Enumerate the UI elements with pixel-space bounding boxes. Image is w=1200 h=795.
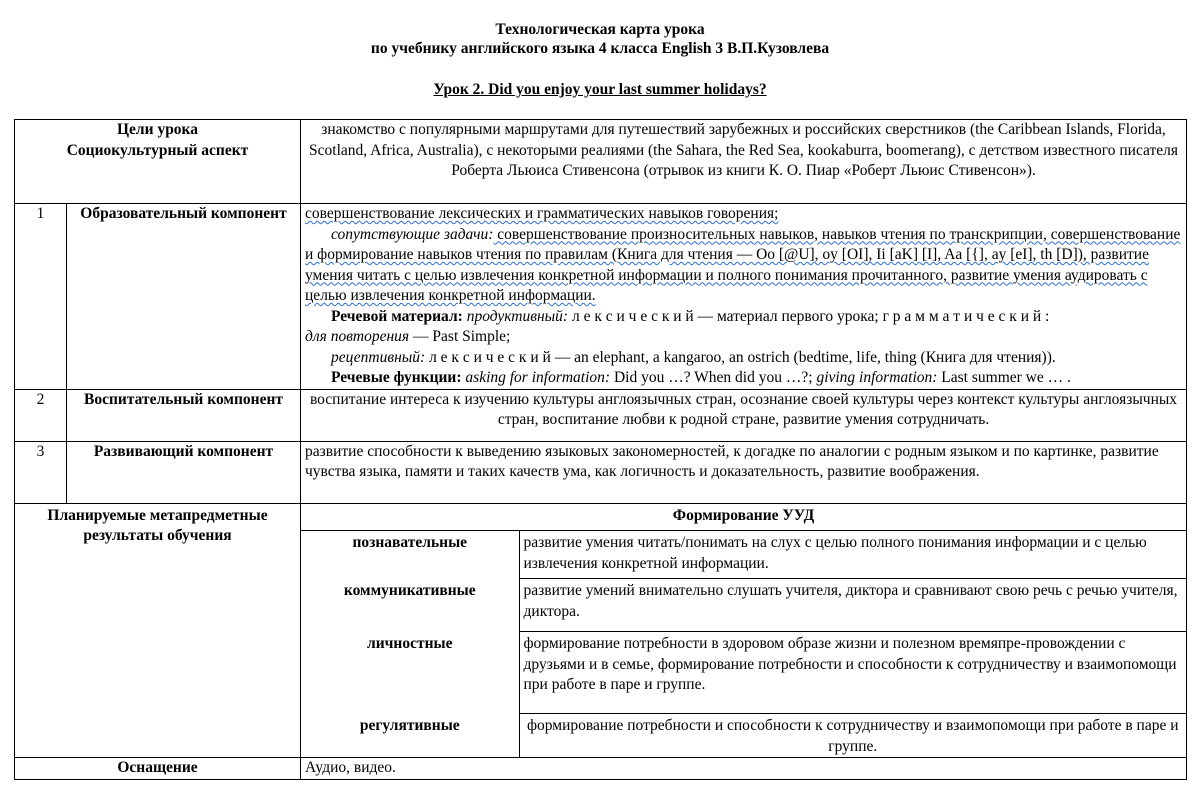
receptive-lexical-word: л е к с и ч е с к и й (429, 348, 551, 366)
speech-functions-label: Речевые функции: (331, 369, 462, 386)
lesson-title: Урок 2. Did you enjoy your last summer holidays? (433, 81, 767, 98)
educational-row (15, 204, 1187, 390)
planned-row (15, 503, 1187, 758)
uud-row (301, 579, 1186, 632)
uud-row (301, 531, 1186, 579)
upbringing-text: воспитание интереса к изучению культуры англоязычных стран, осознание своей культуры через контекст культуры англоязычных стран, воспитание любви к родной стране, развитие умения сотрудничать. (301, 389, 1187, 441)
giving-text: Last summer we … . (937, 369, 1071, 386)
asking-label: asking for information: (465, 369, 611, 386)
developing-label: Развивающий компонент (67, 441, 301, 503)
asking-text: Did you …? When did you …?; (610, 369, 813, 386)
accompanying-tasks-text: совершенствование произносительных навыков, навыков чтения по транскрипции, совершенствование и формирование навыков чтения по правилам (Книга для чтения — Oo [@U], oy [OI], Ii [aK] [I], Aa [{], ay [eI], th [D]), развитие умения читать с целью извлечения конкретной информации и полного понимания прочитанного, развитие умения аудировать с целью извлечения конкретной информации. (305, 225, 1181, 304)
educational-p1: совершенствование лексических и грамматических навыков говорения; (305, 205, 779, 222)
receptive-text: — an elephant, a kangaroo, an ostrich (bedtime, life, thing (Книга для чтения)). (550, 348, 1056, 366)
planned-label: Планируемые метапредметные результаты обучения (15, 503, 301, 758)
past-simple-text: — Past Simple; (409, 328, 511, 345)
uud-text-regulatory: формирование потребности и способности к сотрудничеству и взаимопомощи при работе в паре и группе. (519, 714, 1186, 758)
uud-row (301, 632, 1186, 714)
equipment-row (15, 758, 1187, 780)
goals-label: Цели урока (117, 121, 199, 138)
equipment-label: Оснащение (15, 758, 301, 780)
goals-row (15, 120, 1187, 204)
for-repeat-label: для повторения (305, 328, 410, 345)
developing-row (15, 441, 1187, 503)
uud-name-cognitive: познавательные (301, 531, 519, 579)
developing-num: 3 (15, 441, 67, 503)
document-subtitle: по учебнику английского языка 4 класса English 3 В.П.Кузовлева (370, 40, 830, 57)
upbringing-label: Воспитательный компонент (67, 389, 301, 441)
uud-name-personal: личностные (301, 632, 519, 714)
sociocultural-label: Социокультурный аспект (66, 141, 249, 159)
receptive-label: рецептивный: (331, 348, 426, 366)
uud-text-communicative: развитие умений внимательно слушать учителя, диктора и сравнивают свою речь с речью учителя, диктора. (519, 579, 1186, 632)
giving-label: giving information: (816, 369, 938, 386)
uud-row (301, 714, 1186, 758)
productive-text: — материал первого урока; (693, 307, 879, 325)
educational-text: совершенствование лексических и грамматических навыков говорения; сопутствующие задачи: совершенствование произносительных навыков, навыков чтения по транскрипции, совершенствование и формирование навыков чтения по правилам (Книга для чтения — Oo [@U], oy [OI], Ii [aK] [I], Aa [{], ay [eI], th [D]), развитие умения читать с целью извлечения конкретной информации и полного понимания прочитанного, развитие умения аудировать с целью извлечения конкретной информации. Речевой материал: продуктивный: л е к с и ч е с к и й — материал первого урока; г р а м м а т и ч е с к и й : для повторения — Past Simple; рецептивный: л е к с и ч е с к и й — an elephant, a kangaroo, an ostrich (bedtime, life, thing (Книга для чтения)). Речевые функции: asking for information: Did you …? When did you …?; giving information: Last summer we … . (301, 204, 1187, 390)
equipment-text: Аудио, видео. (301, 758, 1187, 780)
productive-label: продуктивный: (466, 307, 569, 325)
developing-text: развитие способности к выведению языковых закономерностей, к догадке по аналогии с родным языком и по картинке, развитие чувства языка, памяти и таких качеств ума, как логичность и доказательность, развитие воображения. (301, 441, 1187, 503)
upbringing-num: 2 (15, 389, 67, 441)
uud-cell (301, 503, 1187, 758)
grammatical-word: г р а м м а т и ч е с к и й (882, 307, 1042, 325)
upbringing-row (15, 389, 1187, 441)
speech-material-label: Речевой материал: (331, 307, 463, 325)
uud-title: Формирование УУД (301, 504, 1186, 531)
document-title: Технологическая карта урока (495, 21, 705, 38)
goals-label-cell (15, 120, 301, 204)
uud-text-personal: формирование потребности в здоровом образе жизни и полезном времяпре-провождении с друзьями и в семье, формирование потребности и способности к сотрудничеству и взаимопомощи при работе в паре и группе. (519, 632, 1186, 714)
educational-num: 1 (15, 204, 67, 390)
lexical-word: л е к с и ч е с к и й (571, 307, 694, 325)
accompanying-tasks-label: сопутствующие задачи: (331, 225, 494, 243)
uud-name-communicative: коммуникативные (301, 579, 519, 632)
educational-label: Образовательный компонент (67, 204, 301, 390)
uud-text-cognitive: развитие умения читать/понимать на слух с целью полного понимания информации и с целью извлечения конкретной информации. (519, 531, 1186, 579)
uud-table (301, 504, 1186, 758)
sociocultural-text: знакомство с популярными маршрутами для путешествий зарубежных и российских сверстников (the Caribbean Islands, Florida, Scotland, Africa, Australia), с некоторыми реалиями (the Sahara, the Red Sea, kookaburra, boomerang), с детством известного писателя Роберта Льюиса Стивенсона (отрывок из книги К. О. Пиар «Роберт Льюис Стивенсон»). (301, 120, 1187, 204)
uud-name-regulatory: регулятивные (301, 714, 519, 758)
lesson-plan-table (14, 119, 1187, 780)
